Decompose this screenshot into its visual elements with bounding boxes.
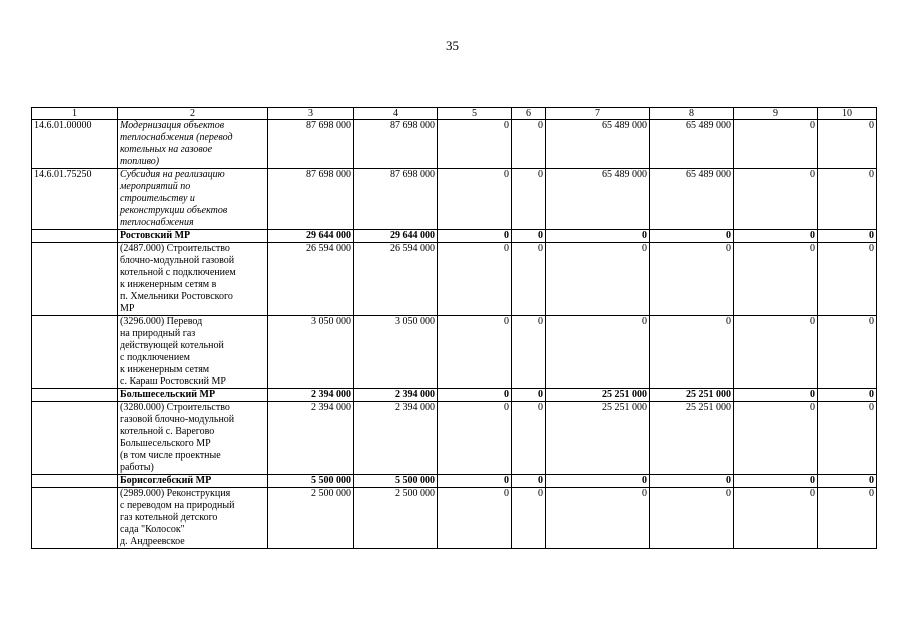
amount-cell: 0 [546, 230, 650, 243]
amount-cell: 2 394 000 [268, 389, 354, 402]
amount-cell: 29 644 000 [268, 230, 354, 243]
description-line: строительству и [120, 193, 195, 204]
amount-cell: 0 [734, 475, 818, 488]
description-line: теплоснабжения [120, 217, 194, 228]
amount-cell: 2 500 000 [268, 488, 354, 549]
description-line: котельной с. Варегово [120, 426, 215, 437]
column-header: 1 [32, 108, 118, 120]
description-line: к инженерным сетям [120, 364, 210, 375]
code-cell [32, 316, 118, 389]
table-row [32, 488, 877, 549]
amount-cell: 65 489 000 [546, 169, 650, 230]
description-cell [118, 316, 268, 389]
description-line: котельных на газовое [120, 144, 213, 155]
amount-cell: 0 [734, 316, 818, 389]
description-line: реконструкции объектов [120, 205, 228, 216]
amount-cell: 0 [438, 243, 512, 316]
amount-cell: 0 [818, 389, 877, 402]
description-line: Субсидия на реализацию [120, 169, 225, 180]
amount-cell: 0 [650, 316, 734, 389]
amount-cell: 0 [438, 488, 512, 549]
amount-cell: 29 644 000 [354, 230, 438, 243]
amount-cell: 0 [734, 169, 818, 230]
district-total-row [32, 475, 877, 488]
description-line: с переводом на природный [120, 500, 235, 511]
amount-cell: 5 500 000 [268, 475, 354, 488]
amount-cell: 25 251 000 [546, 389, 650, 402]
description-line: Борисоглебский МР [120, 475, 212, 486]
description-line: Ростовский МР [120, 230, 191, 241]
description-line: (2487.000) Строительство [120, 243, 230, 254]
description-cell [118, 488, 268, 549]
description-line: Модернизация объектов [120, 120, 225, 131]
code-cell [32, 243, 118, 316]
amount-cell: 2 394 000 [268, 402, 354, 475]
amount-cell: 0 [546, 475, 650, 488]
code-cell: 14.6.01.00000 [32, 120, 118, 169]
column-header: 5 [438, 108, 512, 120]
column-header: 4 [354, 108, 438, 120]
description-cell [118, 120, 268, 169]
description-line: к инженерным сетям в [120, 279, 217, 290]
description-line: на природный газ [120, 328, 196, 339]
amount-cell: 0 [512, 230, 546, 243]
amount-cell: 3 050 000 [268, 316, 354, 389]
description-cell [118, 475, 268, 488]
amount-cell: 0 [650, 230, 734, 243]
amount-cell: 25 251 000 [650, 389, 734, 402]
description-line: МР [120, 303, 135, 314]
budget-table [31, 107, 877, 549]
district-total-row [32, 389, 877, 402]
amount-cell: 0 [512, 316, 546, 389]
code-cell [32, 488, 118, 549]
description-line: п. Хмельники Ростовского [120, 291, 233, 302]
description-line: газовой блочно-модульной [120, 414, 235, 425]
amount-cell: 0 [818, 488, 877, 549]
amount-cell: 25 251 000 [650, 402, 734, 475]
amount-cell: 87 698 000 [268, 169, 354, 230]
description-line: Большесельского МР [120, 438, 211, 449]
amount-cell: 65 489 000 [650, 120, 734, 169]
amount-cell: 0 [734, 389, 818, 402]
amount-cell: 0 [818, 120, 877, 169]
amount-cell: 0 [438, 402, 512, 475]
amount-cell: 0 [512, 475, 546, 488]
amount-cell: 0 [546, 243, 650, 316]
amount-cell: 0 [650, 243, 734, 316]
column-header: 9 [734, 108, 818, 120]
description-line: работы) [120, 462, 154, 473]
amount-cell: 0 [512, 169, 546, 230]
amount-cell: 0 [818, 169, 877, 230]
amount-cell: 65 489 000 [546, 120, 650, 169]
amount-cell: 87 698 000 [354, 120, 438, 169]
description-line: теплоснабжения (перевод [120, 132, 233, 143]
amount-cell: 0 [818, 316, 877, 389]
description-cell [118, 169, 268, 230]
column-header: 3 [268, 108, 354, 120]
code-cell: 14.6.01.75250 [32, 169, 118, 230]
column-header: 10 [818, 108, 877, 120]
amount-cell: 0 [650, 488, 734, 549]
description-line: сада "Колосок" [120, 524, 185, 535]
page-number: 35 [446, 38, 459, 53]
amount-cell: 0 [818, 475, 877, 488]
amount-cell: 65 489 000 [650, 169, 734, 230]
amount-cell: 3 050 000 [354, 316, 438, 389]
description-line: котельной с подключением [120, 267, 236, 278]
amount-cell: 0 [512, 488, 546, 549]
amount-cell: 0 [818, 402, 877, 475]
amount-cell: 0 [734, 120, 818, 169]
code-cell [32, 389, 118, 402]
amount-cell: 0 [438, 169, 512, 230]
description-line: (3296.000) Перевод [120, 316, 203, 327]
amount-cell: 0 [438, 389, 512, 402]
code-cell [32, 475, 118, 488]
amount-cell: 87 698 000 [268, 120, 354, 169]
amount-cell: 26 594 000 [268, 243, 354, 316]
description-line: (3280.000) Строительство [120, 402, 230, 413]
amount-cell: 0 [734, 243, 818, 316]
column-number-row [32, 108, 877, 120]
column-header: 6 [512, 108, 546, 120]
table-row [32, 243, 877, 316]
amount-cell: 5 500 000 [354, 475, 438, 488]
description-line: мероприятий по [120, 181, 191, 192]
description-cell [118, 230, 268, 243]
description-line: с подключением [120, 352, 190, 363]
amount-cell: 25 251 000 [546, 402, 650, 475]
description-cell [118, 402, 268, 475]
amount-cell: 0 [546, 316, 650, 389]
description-line: топливо) [120, 156, 160, 167]
table-row [32, 120, 877, 169]
amount-cell: 0 [546, 488, 650, 549]
amount-cell: 0 [438, 475, 512, 488]
amount-cell: 0 [438, 316, 512, 389]
column-header: 8 [650, 108, 734, 120]
description-line: д. Андреевское [120, 536, 185, 547]
column-header: 2 [118, 108, 268, 120]
amount-cell: 0 [512, 243, 546, 316]
amount-cell: 2 394 000 [354, 389, 438, 402]
amount-cell: 0 [512, 402, 546, 475]
column-header: 7 [546, 108, 650, 120]
description-line: (2989.000) Реконструкция [120, 488, 231, 499]
amount-cell: 0 [818, 243, 877, 316]
amount-cell: 0 [734, 230, 818, 243]
description-cell [118, 243, 268, 316]
table-row [32, 402, 877, 475]
table-row [32, 169, 877, 230]
code-cell [32, 230, 118, 243]
amount-cell: 0 [818, 230, 877, 243]
description-line: Большесельский МР [120, 389, 216, 400]
table-row [32, 316, 877, 389]
code-cell [32, 402, 118, 475]
amount-cell: 2 394 000 [354, 402, 438, 475]
amount-cell: 0 [734, 402, 818, 475]
amount-cell: 0 [512, 389, 546, 402]
description-line: действующей котельной [120, 340, 224, 351]
description-line: блочно-модульной газовой [120, 255, 235, 266]
amount-cell: 0 [650, 475, 734, 488]
amount-cell: 26 594 000 [354, 243, 438, 316]
amount-cell: 0 [512, 120, 546, 169]
description-cell [118, 389, 268, 402]
amount-cell: 0 [438, 230, 512, 243]
description-line: (в том числе проектные [120, 450, 221, 461]
description-line: с. Караш Ростовский МР [120, 376, 226, 387]
amount-cell: 87 698 000 [354, 169, 438, 230]
description-line: газ котельной детского [120, 512, 218, 523]
table-body [32, 108, 877, 549]
amount-cell: 0 [438, 120, 512, 169]
district-total-row [32, 230, 877, 243]
amount-cell: 2 500 000 [354, 488, 438, 549]
amount-cell: 0 [734, 488, 818, 549]
